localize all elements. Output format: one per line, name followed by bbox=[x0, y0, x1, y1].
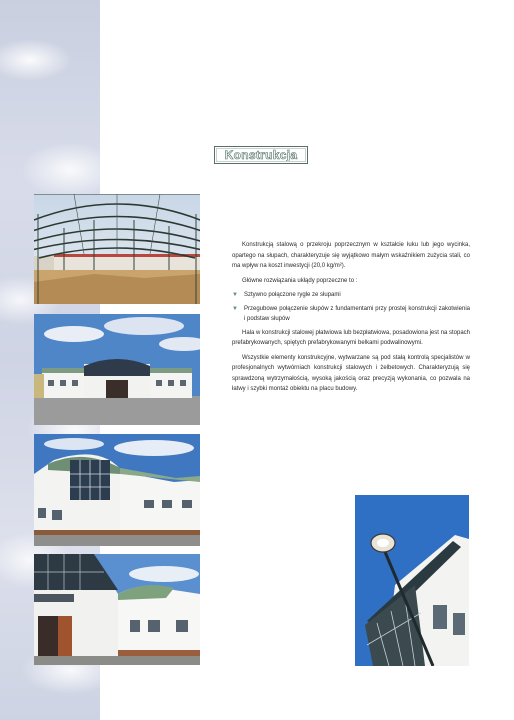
triangle-bullet-icon: ▼ bbox=[232, 305, 238, 312]
bullet-item bbox=[232, 290, 470, 301]
triangle-bullet-icon: ▼ bbox=[232, 292, 238, 298]
construction-description bbox=[232, 240, 470, 399]
bullet-text: Sztywno połączone rygle ze słupami bbox=[244, 292, 341, 298]
hall-paragraph: Hala w konstrukcji stalowej płatwiowa lub bezpłatwiowa, posadowiona jest na stopach prefabrykowanych, spiętych prefabrykowanymi belkami podwalinowymi. bbox=[232, 329, 470, 346]
photo-lamp-post-facade bbox=[355, 495, 469, 666]
section-title: Konstrukcja bbox=[224, 148, 298, 162]
intro-paragraph: Konstrukcją stalową o przekroju poprzecznym w kształcie łuku lub jego wycinka, opartego na słupach, charakteryzuje się wyjątkowo małym wskaźnikiem zużycia stali, co ma wpływ na koszt inwestycji (20,0 kg/m²). bbox=[232, 242, 470, 269]
photo-hall-corner bbox=[34, 554, 200, 665]
quality-paragraph: Wszystkie elementy konstrukcyjne, wytwarzane są pod stałą kontrolą specjalistów w profesjonalnych wytwórniach konstrukcji stalowych i żelbetowych. Charakteryzują się sprawdzoną wytrzymałością, wysoką jakością oraz precyzją wykonania, co pozwala na łatwy i szybki montaż obiektu na placu budowy. bbox=[232, 354, 470, 392]
section-title-box bbox=[214, 146, 308, 164]
photo-hall-side-facade bbox=[34, 434, 200, 546]
bullet-text: Przegubowe połączenie słupów z fundamentami przy prostej konstrukcji zakotwienia i podstaw słupów bbox=[244, 305, 470, 322]
systems-lead-paragraph: Główne rozwiązania ukłądy poprzeczne to : bbox=[242, 277, 358, 284]
photo-hall-front bbox=[34, 314, 200, 425]
bullet-item bbox=[232, 304, 470, 325]
photo-steel-frame-construction bbox=[34, 194, 200, 304]
